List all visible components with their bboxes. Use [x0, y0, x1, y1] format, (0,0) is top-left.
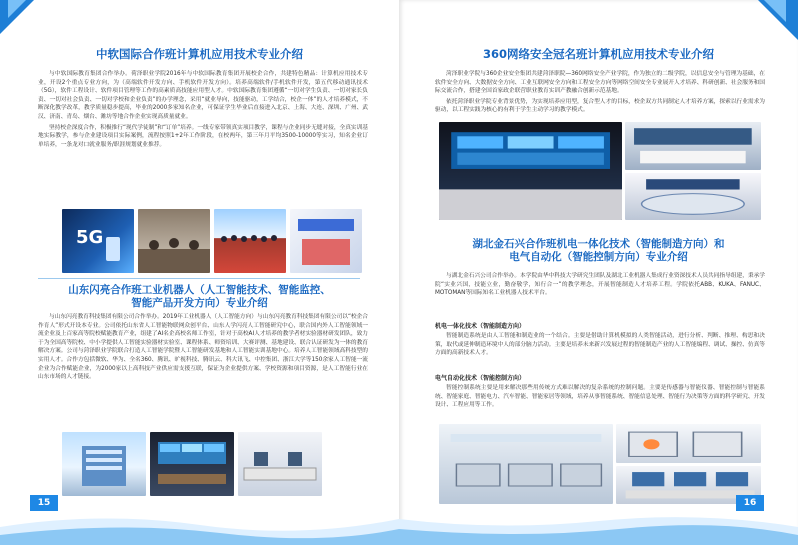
section-title: 360网络安全冠名班计算机应用技术专业介绍: [482, 47, 714, 61]
page-number: 16: [736, 495, 764, 511]
section-title: [399, 238, 798, 264]
paragraph: 与湖北金石兴公司合作举办。本学院由华中科技大学研究生团队及湖北工业机器人集成行业资深技术人员共同指导组建，秉承学院“实业兴国，技能立业，勤奋敬学，知行合一”的教学理念，开展智能制造人才培养工程。学院依托ABB、KUKA、FANUC、MOTOMAN等国际知名工业机器人技术平台。: [435, 273, 765, 297]
corner-decoration: [764, 0, 786, 22]
photo-graduation: [290, 209, 362, 273]
section-body: [435, 272, 765, 300]
corner-decoration: [8, 0, 26, 18]
photo-training-room: [625, 173, 761, 221]
section-title: 中软国际合作班计算机应用技术专业介绍: [96, 47, 303, 61]
subsection-heading: 电气自动化技术（智能控制方向）: [435, 375, 526, 382]
title-line: 山东闪亮合作班工业机器人（人工智能技术、智能监控、: [68, 284, 331, 296]
photo-factory-lab: [439, 424, 613, 504]
section-body: [435, 332, 765, 360]
photo-row: [62, 209, 362, 273]
footer-wave: [0, 505, 399, 545]
photo-grid: [439, 424, 761, 504]
paragraph: 智能控制系统主要是用来解决那些用传统方式难以解决的复杂系统的控制问题。主要是传感器与智能仪器、智能控制与智能系统、智能家庭、智能电力、汽车智能、智能家居等领域，培养从事智能系统、智能信息处理、智能行为决策等方面的科学研究、开发设计、工程应用等工作。: [435, 385, 765, 409]
title-line: 智能产品开发方向）专业介绍: [131, 297, 268, 309]
section-body: [38, 313, 368, 384]
paragraph: 坚持校企深度合作，积极推行“现代学徒制”和“订单”培养。一线专家带领真实项目教学，课程与企业同步无缝对接，全真实训基地实际教学，参与企业建设项目实际案例，流程按照1+2年工作阶段，在校两年，第三年月平均3500-10000等实习，知名企业订单培养，一条龙对口就业服务/职涯规划就业推荐。: [38, 124, 368, 148]
title-line: 湖北金石兴合作班机电一体化技术（智能制造方向）和: [472, 238, 725, 250]
divider: [38, 278, 360, 279]
title-line: 电气自动化（智能控制方向）专业介绍: [509, 251, 688, 263]
photo-row: [62, 432, 322, 496]
photo-5g: [62, 209, 134, 273]
paragraph: 菏泽职业学院与360企业安全集团共建菏泽职院—360网络安全产业学院，作为独立的二级学院，以信息安全与管理为基础，在软件安全方向、大数据安全方向、工业互联网安全方向和工程安全方向等网络空间安全专业展开人才培养、科研创新、社会服务和国际交流合作，搭建全国首家政企联营职业教育实训产教融合创新示范基地。: [435, 71, 765, 95]
svg-text:5G: 5G: [76, 227, 104, 248]
paragraph: 与山东闪亮教育科技集团有限公司合作举办。2019年工业机器人（人工智能方向）与山东闪亮教育科技集团有限公司以“校企合作育人”形式开设本专业。公司依托山东省人工智能物联网众创平台、山东人学闪亮人工智能研究中心，联合国内外人工智能领域一流企业及上百家高等院校赋能教育产业，组建了AI名企高校名师工作室，针对于高校AI人才培养的教学者材实验器材研发团队，致力于为全国高等院校、中小学提供人工智能实验器材实验室、课程体系、师资培训、大赛评测、基地建设、联合认证研发为一体的教育解决方案。公司与菏泽职业学院联合打造人工智能学院暨人工智能研发基地和人工智能实训基地中心。培养人工智能领域高科技型的实用人才。合作方包括微软、华为、全名360、腾讯、旷视科技、腾讯云、科大讯飞、中控集团、浙江大学等150余家人工智能一流企业为合作赋能企业，为2000家以上高科技产业供应需支援互联，保证为企业提供方案、学校资源和项目资源，是人工智能行业在山东市场的人才链接。: [38, 314, 368, 381]
photo-security-center: [439, 122, 622, 220]
page-number: 15: [30, 495, 58, 511]
right-page: [399, 0, 798, 545]
section-body: [435, 70, 765, 117]
section-body: [38, 70, 368, 151]
paragraph: 依托菏泽职业学院专业背景优势，为实现培养应用型，复合型人才的目标，校企双方共同制定人才培养方案，探索以行业需求为驱动，以工程实践为核心的有利于学生主动学习的教学模式。: [435, 98, 765, 114]
photo-building: [62, 432, 146, 496]
photo-monitoring-room: [150, 432, 234, 496]
section-title: [0, 284, 399, 310]
photo-lab: [238, 432, 322, 496]
photo-classroom: [138, 209, 210, 273]
paragraph: 智能制造系统是由人工智能和制造业的一个结合。主要是借助计算机模拟的人类智能活动，进行分析、判断、推理、构思和决策，取代或延伸制造环境中人的部分脑力活动。主要是培养未来新兴发展过程的智能制造产业的人工智能编程、调试、操控、仿真等方面的高新技术人才。: [435, 333, 765, 357]
photo-grid: [439, 122, 761, 220]
photo-robot-cell: [616, 424, 761, 463]
subsection-heading: 机电一体化技术（智能制造方向）: [435, 323, 526, 330]
photo-hall: [625, 122, 761, 170]
section-body: [435, 384, 765, 412]
footer-wave: [399, 505, 798, 545]
paragraph: 与中软国际教育集团合作举办。荷泽职业学院2016年与中软国际教育集团开展校企合作，共建特色精品：计算机应用技术专业，开设2个重点专业方向，为（高端软件开发方向、手机软件开发方向）。培养高端软件/手机软件开发，第五代移动通讯技术（5G），软件工程设计、软件项目管理等工作的高素质高技能应用型人才。中软国际教育集团遵循“一切对学生负责、一切对家长负责、一切对社会负责、一切对学校和企业负责”的办学理念，采用“就业导向，技能驱动，工学结合，校企一体”的人才培养模式，不断深化教学改革，教学质量稳步提高，毕业的2000多家知名企业，可保证学生毕业后直接进入北京、上海、大连、深圳、广州、武汉、济南、青岛、烟台、潍坊等地合作企业实现高质量就业。: [38, 71, 368, 120]
photo-group: [214, 209, 286, 273]
